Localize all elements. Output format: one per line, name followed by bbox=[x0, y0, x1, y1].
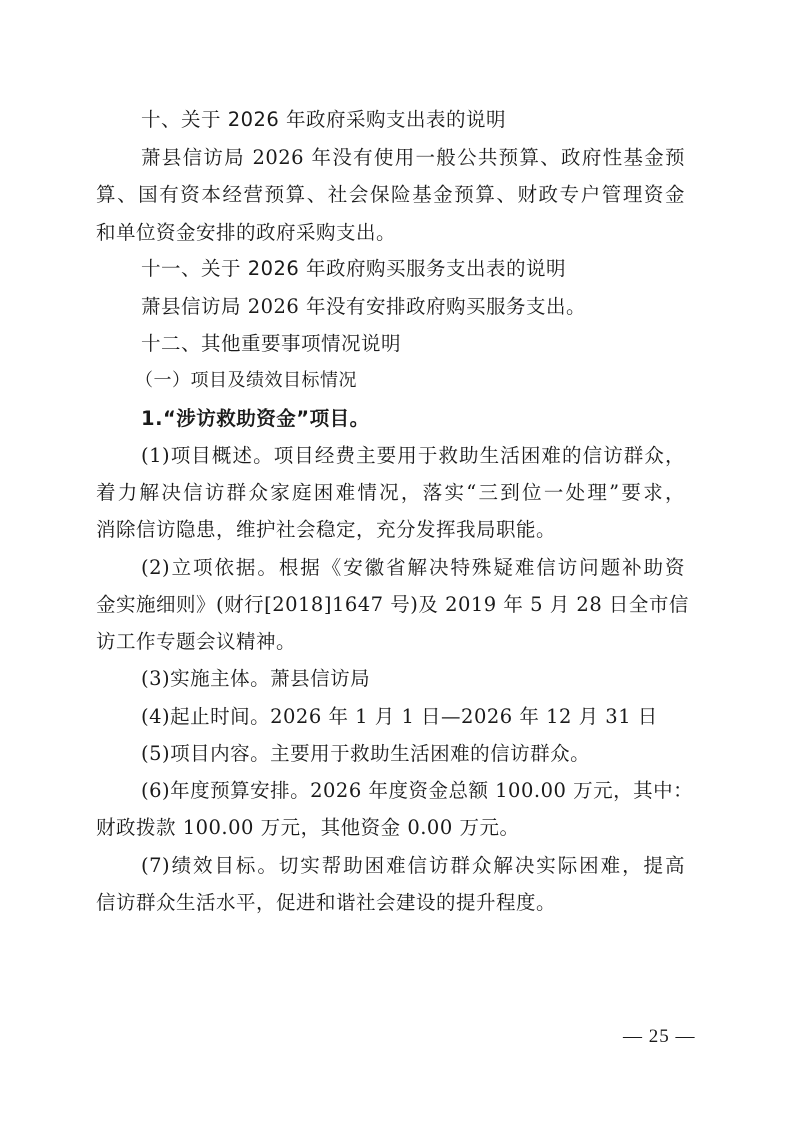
paragraph-line: 消除信访隐患，维护社会稳定，充分发挥我局职能。 bbox=[96, 518, 557, 541]
paragraph-line: (5)项目内容。主要用于救助生活困难的信访群众。 bbox=[141, 742, 591, 765]
page-number: — 25 — bbox=[623, 1026, 696, 1047]
subheading-project-goals: （一）项目及绩效目标情况 bbox=[135, 370, 357, 391]
paragraph-line: (1)项目概述。项目经费主要用于救助生活困难的信访群众， bbox=[141, 444, 685, 467]
paragraph-line: (6)年度预算安排。2026 年度资金总额 100.00 万元，其中： bbox=[141, 779, 694, 802]
paragraph-line: 金实施细则》(财行[2018]1647 号)及 2019 年 5 月 28 日全市信 bbox=[96, 593, 689, 616]
paragraph-line: 和单位资金安排的政府采购支出。 bbox=[96, 221, 397, 244]
paragraph-line: (4)起止时间。2026 年 1 月 1 日—2026 年 12 月 31 日 bbox=[141, 705, 658, 728]
paragraph-line: (3)实施主体。萧县信访局 bbox=[141, 667, 371, 690]
paragraph-line: 萧县信访局 2026 年没有使用一般公共预算、政府性基金预 bbox=[141, 146, 685, 169]
heading-procurement: 十、关于 2026 年政府采购支出表的说明 bbox=[141, 108, 507, 131]
paragraph-line: 萧县信访局 2026 年没有安排政府购买服务支出。 bbox=[141, 295, 587, 318]
heading-other-matters: 十二、其他重要事项情况说明 bbox=[141, 332, 402, 355]
paragraph-line: 信访群众生活水平，促进和谐社会建设的提升程度。 bbox=[96, 891, 557, 914]
heading-purchase-services: 十一、关于 2026 年政府购买服务支出表的说明 bbox=[141, 257, 567, 280]
paragraph-line: (7)绩效目标。切实帮助困难信访群众解决实际困难，提高 bbox=[141, 854, 685, 877]
paragraph-line: 算、国有资本经营预算、社会保险基金预算、财政专户管理资金 bbox=[96, 183, 685, 206]
paragraph-line: 访工作专题会议精神。 bbox=[96, 630, 297, 653]
paragraph-line: 着力解决信访群众家庭困难情况，落实“三到位一处理”要求， bbox=[96, 481, 685, 504]
heading-project-title: 1.“涉访救助资金”项目。 bbox=[141, 407, 370, 430]
paragraph-line: (2)立项依据。根据《安徽省解决特殊疑难信访问题补助资 bbox=[141, 556, 685, 579]
paragraph-line: 财政拨款 100.00 万元，其他资金 0.00 万元。 bbox=[96, 816, 520, 839]
